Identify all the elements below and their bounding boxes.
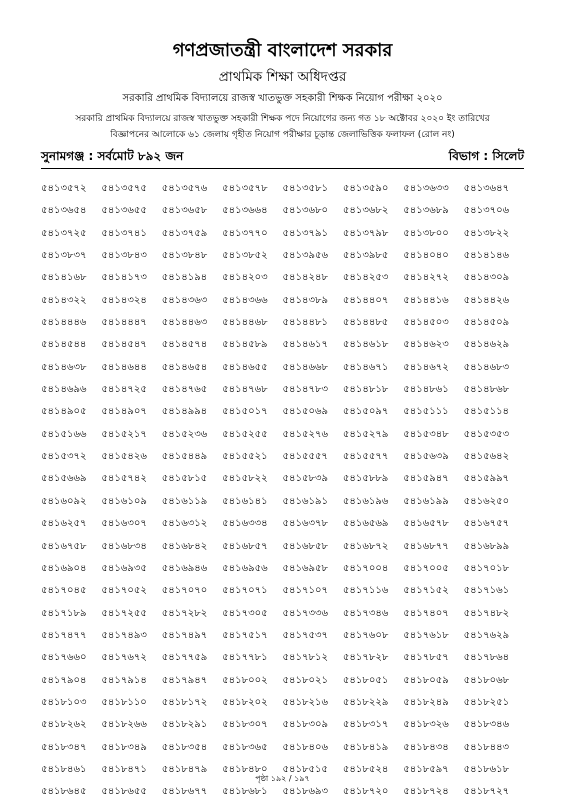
roll-number: ৫৪১৭০৭১ bbox=[222, 585, 268, 597]
roll-number: ৫৪১৬১৯৬ bbox=[342, 495, 389, 507]
roll-number: ৫৪১৭১০৭ bbox=[282, 585, 328, 597]
roll-number: ৫৪১৮৬৮১ bbox=[222, 786, 268, 798]
roll-number: ৫৪১৩৭২৫ bbox=[41, 227, 87, 239]
roll-number: ৫৪১৮৪৮০ bbox=[222, 763, 268, 775]
notice-line-2: বিজ্ঞাপনের আলোকে ৬১ জেলায় গৃহীত নিয়োগ পরীক্ষার চূড়ান্ত জেলাভিত্তিক ফলাফল (রোল নং) bbox=[110, 130, 455, 140]
division-label: বিভাগ : সিলেট bbox=[448, 149, 524, 163]
roll-number: ৫৪১৪৪৬৩ bbox=[161, 317, 208, 329]
roll-number: ৫৪১৪৬৯৬ bbox=[41, 384, 87, 396]
roll-number: ৫৪১৬২৫৭ bbox=[41, 518, 87, 530]
page-number: পৃষ্ঠা ১৯২ / ১৯৭ bbox=[255, 774, 310, 783]
roll-number: ৫৪১৫৪২৬ bbox=[101, 451, 147, 463]
roll-number: ৫৪১৮৭২০ bbox=[342, 786, 389, 798]
roll-number: ৫৪১৪২৪৮ bbox=[282, 272, 328, 284]
roll-number: ৫৪১৬৮৫৭ bbox=[222, 540, 268, 552]
roll-number: ৫৪১৭৬৭২ bbox=[101, 652, 147, 664]
roll-number: ৫৪১৩৫৭৮ bbox=[222, 183, 268, 194]
roll-number: ৫৪১৪৪৪৭ bbox=[101, 317, 147, 329]
roll-number: ৫৪১৮৩৪৯ bbox=[101, 741, 147, 753]
roll-number: ৫৪১৫৫৭৭ bbox=[342, 451, 389, 463]
roll-number: ৫৪১৫০১৭ bbox=[222, 406, 268, 418]
roll-number: ৫৪১৮২৬৬ bbox=[101, 719, 147, 731]
roll-number: ৫৪১৬১৯১ bbox=[282, 495, 328, 507]
roll-number: ৫৪১৮০০২ bbox=[222, 674, 268, 686]
roll-number: ৫৪১৪২৭২ bbox=[403, 272, 449, 284]
roll-number: ৫৪১৪১৪৬ bbox=[463, 250, 510, 262]
roll-number: ৫৪১৮১৭২ bbox=[161, 696, 208, 708]
roll-row bbox=[41, 471, 524, 493]
roll-number: ৫৪১৪৪২৬ bbox=[463, 294, 510, 306]
roll-number: ৫৪১৭০০৪ bbox=[342, 562, 389, 574]
roll-number: ৫৪১৮৫৯৭ bbox=[403, 763, 449, 775]
roll-number: ৫৪১৭৪৯৩ bbox=[101, 629, 147, 641]
roll-number: ৫৪১৮৩১৭ bbox=[342, 719, 389, 731]
roll-number: ৫৪১৮২৯১ bbox=[161, 719, 208, 731]
roll-number: ৫৪১৭২৫৫ bbox=[101, 607, 147, 619]
roll-number: ৫৪১৪৩৬৩ bbox=[161, 294, 208, 306]
roll-number: ৫৪১৬৭৫৮ bbox=[41, 540, 87, 552]
roll-number: ৫৪১৮৬৭৭ bbox=[161, 786, 208, 798]
roll-number: ৫৪১৬৩৩৪ bbox=[222, 518, 268, 530]
roll-number: ৫৪১৭৯০৪ bbox=[41, 674, 87, 686]
roll-number: ৫৪১৭০১৮ bbox=[463, 562, 510, 574]
roll-number: ৫৪১৩৭০৬ bbox=[463, 205, 510, 217]
roll-number: ৫৪১৪৭৬৫ bbox=[161, 384, 208, 396]
roll-number: ৫৪১৭৫৩৭ bbox=[282, 629, 328, 641]
roll-number: ৫৪১৬৮৭২ bbox=[342, 540, 389, 552]
roll-number: ৫৪১৪৩০৯ bbox=[463, 272, 510, 284]
roll-number: ৫৪১৬১০৯ bbox=[101, 495, 147, 507]
roll-number: ৫৪১৩৫৯০ bbox=[342, 183, 389, 194]
roll-number: ৫৪১৪৩৬৬ bbox=[222, 294, 268, 306]
roll-number: ৫৪১৫৬৪২ bbox=[463, 451, 510, 463]
roll-number: ৫৪১৫৯৪৭ bbox=[403, 473, 449, 485]
roll-number: ৫৪১৩৬৮৯ bbox=[403, 205, 449, 217]
roll-row bbox=[41, 427, 524, 449]
roll-number: ৫৪১৮২০২ bbox=[222, 696, 268, 708]
roll-number: ৫৪১৬৯৩৫ bbox=[101, 562, 147, 574]
roll-number: ৫৪১৩৬৪৭ bbox=[463, 183, 510, 194]
roll-number: ৫৪১৪০৪০ bbox=[403, 250, 449, 262]
roll-number: ৫৪১৫২৩৬ bbox=[161, 428, 208, 440]
roll-number: ৫৪১৩৬৫৪ bbox=[41, 205, 87, 217]
roll-number: ৫৪১৮৪৬১ bbox=[41, 763, 87, 775]
roll-row bbox=[41, 539, 524, 561]
roll-number: ৫৪১৪২৫৩ bbox=[342, 272, 389, 284]
roll-number: ৫৪১৫২১৭ bbox=[101, 428, 147, 440]
roll-number: ৫৪১৭৩৪৬ bbox=[342, 607, 389, 619]
roll-number: ৫৪১৮৬৯৩ bbox=[282, 786, 328, 798]
roll-number: ৫৪১৩৮২২ bbox=[463, 227, 510, 239]
roll-number: ৫৪১৪১৭৩ bbox=[101, 272, 147, 284]
roll-number: ৫৪১৮৩২৬ bbox=[403, 719, 449, 731]
roll-number: ৫৪১৬৯৫৬ bbox=[222, 562, 268, 574]
roll-number: ৫৪১৩৭৪১ bbox=[101, 227, 147, 239]
roll-number: ৫৪১৫১১১ bbox=[403, 406, 449, 418]
roll-number: ৫৪১৩৮৪৩ bbox=[101, 250, 147, 262]
roll-number: ৫৪১৮১০৩ bbox=[41, 696, 87, 708]
roll-number: ৫৪১৩৭৯৮ bbox=[342, 227, 389, 239]
roll-row bbox=[41, 583, 524, 605]
roll-row bbox=[41, 606, 524, 628]
roll-number: ৫৪১৭৬১৮ bbox=[403, 629, 449, 641]
govt-title: গণপ্রজাতন্ত্রী বাংলাদেশ সরকার bbox=[172, 40, 393, 61]
roll-number: ৫৪১৩৭৯১ bbox=[282, 227, 328, 239]
roll-number: ৫৪১৮৪৪৩ bbox=[463, 741, 510, 753]
roll-number: ৫৪১৫১১৪ bbox=[463, 406, 510, 418]
roll-number: ৫৪১৮৬১৮ bbox=[463, 763, 510, 775]
roll-row bbox=[41, 337, 524, 359]
roll-number: ৫৪১৫২৭৬ bbox=[282, 428, 328, 440]
roll-number: ৫৪১৫৪৪৯ bbox=[161, 451, 208, 463]
roll-row bbox=[41, 516, 524, 538]
roll-number: ৫৪১৪৭৮৩ bbox=[282, 384, 328, 396]
roll-number: ৫৪১৩৬৫৫ bbox=[101, 205, 147, 217]
roll-number: ৫৪১৪২০৩ bbox=[222, 272, 268, 284]
roll-number: ৫৪১৩৮৫২ bbox=[222, 250, 268, 262]
roll-number: ৫৪১৫৫২১ bbox=[222, 451, 268, 463]
roll-number: ৫৪১৭৫১৭ bbox=[222, 629, 268, 641]
roll-number: ৫৪১৭৪৮২ bbox=[463, 607, 510, 619]
roll-number: ৫৪১৮২৬২ bbox=[41, 719, 87, 731]
roll-number: ৫৪১৮১১০ bbox=[101, 696, 147, 708]
roll-number: ৫৪১৪৮১৮ bbox=[342, 384, 389, 396]
roll-number: ৫৪১৭৮৫৭ bbox=[403, 652, 449, 664]
roll-number: ৫৪১৮৪০৬ bbox=[282, 741, 328, 753]
roll-number: ৫৪১৪৬১৭ bbox=[282, 339, 328, 351]
roll-number: ৫৪১৮৫২৪ bbox=[342, 763, 389, 775]
roll-number: ৫৪১৬৮৪২ bbox=[161, 540, 208, 552]
roll-number: ৫৪১৪৩২২ bbox=[41, 294, 87, 306]
roll-number: ৫৪১৪৮৬৮ bbox=[463, 384, 510, 396]
roll-number: ৫৪১৮৭২৭ bbox=[463, 786, 510, 798]
roll-number: ৫৪১৩৭৫৯ bbox=[161, 227, 208, 239]
roll-row bbox=[41, 181, 524, 203]
roll-number: ৫৪১৮২৪৯ bbox=[403, 696, 449, 708]
roll-number: ৫৪১৬০৯২ bbox=[41, 495, 87, 507]
header-divider bbox=[41, 168, 524, 169]
roll-number: ৫৪১৪৪৮৫ bbox=[342, 317, 389, 329]
roll-row bbox=[41, 561, 524, 583]
roll-number: ৫৪১৭১৬১ bbox=[463, 585, 510, 597]
roll-number: ৫৪১৪৬৩৮ bbox=[41, 361, 87, 373]
roll-number: ৫৪১৪৮৬১ bbox=[403, 384, 449, 396]
roll-number: ৫৪১৬৮৩৪ bbox=[101, 540, 147, 552]
roll-number: ৫৪১৩৬৫৮ bbox=[161, 205, 208, 217]
roll-number: ৫৪১৬৩৭৮ bbox=[282, 518, 328, 530]
roll-row bbox=[41, 784, 524, 806]
roll-number: ৫৪১৭০৪৫ bbox=[41, 585, 87, 597]
roll-number: ৫৪১৫৬৩৯ bbox=[403, 451, 449, 463]
roll-number: ৫৪১৪৪১৬ bbox=[403, 294, 449, 306]
roll-number: ৫৪১৮৬৫৫ bbox=[101, 786, 147, 798]
roll-number: ৫৪১৭৭৫৯ bbox=[161, 652, 208, 664]
roll-number: ৫৪১৪৭৬৮ bbox=[222, 384, 268, 396]
roll-number: ৫৪১৮২৫১ bbox=[463, 696, 510, 708]
roll-number: ৫৪১৩৮৩৭ bbox=[41, 250, 87, 262]
roll-row bbox=[41, 673, 524, 695]
roll-number: ৫৪১৬১১৯ bbox=[161, 495, 208, 507]
roll-number: ৫৪১৮৪৩৪ bbox=[403, 741, 449, 753]
roll-number: ৫৪১৫৩৫৩ bbox=[463, 428, 510, 440]
roll-number: ৫৪১৪৬৬৮ bbox=[282, 361, 328, 373]
roll-number: ৫৪১৪৪৪৬ bbox=[41, 317, 87, 329]
notice-line-1: সরকারি প্রাথমিক বিদ্যালয়ে রাজস্ব খাতভুক্ত সহকারী শিক্ষক পদে নিয়োগের জন্য গত ১৮ অক্টোবর ২০২০ ইং তারিখের bbox=[75, 114, 490, 124]
roll-row bbox=[41, 248, 524, 270]
roll-number: ৫৪১৪১৬৮ bbox=[41, 272, 87, 284]
roll-row bbox=[41, 382, 524, 404]
roll-number: ৫৪১৭০৫২ bbox=[101, 585, 147, 597]
roll-row bbox=[41, 740, 524, 762]
roll-number: ৫৪১৭৬২৯ bbox=[463, 629, 510, 641]
directorate-title: প্রাথমিক শিক্ষা অধিদপ্তর bbox=[218, 69, 347, 85]
roll-number: ৫৪১৭৮১২ bbox=[282, 652, 328, 664]
roll-number: ৫৪১৫৩৪৮ bbox=[403, 428, 449, 440]
roll-number: ৫৪১৮০৫১ bbox=[342, 674, 389, 686]
roll-number: ৫৪১৪৫৪৭ bbox=[101, 339, 147, 351]
roll-number: ৫৪১৩৮০০ bbox=[403, 227, 449, 239]
roll-number: ৫৪১৮৬৪৫ bbox=[41, 786, 87, 798]
roll-number: ৫৪১৪৬৭২ bbox=[403, 361, 449, 373]
roll-number: ৫৪১৭২৮২ bbox=[161, 607, 208, 619]
roll-number: ৫৪১৪৯৯৪ bbox=[161, 406, 208, 418]
roll-number: ৫৪১৩৫৭৫ bbox=[101, 183, 147, 194]
roll-number: ৫৪১৪৬২৯ bbox=[463, 339, 510, 351]
roll-number: ৫৪১৩৬৬৪ bbox=[222, 205, 268, 217]
roll-number: ৫৪১৫৭৪২ bbox=[101, 473, 147, 485]
roll-number: ৫৪১৮২২৯ bbox=[342, 696, 389, 708]
roll-number: ৫৪১৮৫১৫ bbox=[282, 763, 328, 775]
roll-number: ৫৪১৭৬০৮ bbox=[342, 629, 389, 641]
roll-number: ৫৪১৪৫৭৪ bbox=[161, 339, 208, 351]
roll-number: ৫৪১৭৩৩৬ bbox=[282, 607, 328, 619]
roll-number: ৫৪১৬৭৫৭ bbox=[463, 518, 510, 530]
roll-row bbox=[41, 360, 524, 382]
exam-title: সরকারি প্রাথমিক বিদ্যালয়ে রাজস্ব খাতভুক্ত সহকারী শিক্ষক নিয়োগ পরীক্ষা ২০২০ bbox=[122, 93, 443, 104]
roll-number: ৫৪১৪৬১৮ bbox=[342, 339, 389, 351]
roll-number: ৫৪১৭৪০৭ bbox=[403, 607, 449, 619]
roll-number: ৫৪১৭০৭০ bbox=[161, 585, 208, 597]
roll-number: ৫৪১৭৯৪৭ bbox=[161, 674, 208, 686]
roll-number: ৫৪১৬৯০৪ bbox=[41, 562, 87, 574]
roll-row bbox=[41, 628, 524, 650]
roll-number: ৫৪১৩৯৮৫ bbox=[342, 250, 389, 262]
roll-number: ৫৪১৭৮২৮ bbox=[342, 652, 389, 664]
roll-number: ৫৪১৩৬৩৩ bbox=[403, 183, 449, 194]
roll-number: ৫৪১৬৩১২ bbox=[161, 518, 208, 530]
roll-number: ৫৪১৩৫৭৬ bbox=[161, 183, 208, 194]
roll-number: ৫৪১৩৭৭০ bbox=[222, 227, 268, 239]
roll-row bbox=[41, 293, 524, 315]
roll-number: ৫৪১৫১৬৬ bbox=[41, 428, 87, 440]
roll-number: ৫৪১৬৫৬৯ bbox=[342, 518, 389, 530]
roll-number: ৫৪১৩৯৫৬ bbox=[282, 250, 328, 262]
roll-number: ৫৪১৮৪৭১ bbox=[101, 763, 147, 775]
roll-number: ৫৪১৬২৫০ bbox=[463, 495, 510, 507]
roll-number: ৫৪১৮৪৭৯ bbox=[161, 763, 208, 775]
roll-number: ৫৪১৭৬৬০ bbox=[41, 652, 87, 664]
roll-number: ৫৪১৪৪৮১ bbox=[282, 317, 328, 329]
roll-number: ৫৪১৬১৪১ bbox=[222, 495, 268, 507]
roll-row bbox=[41, 226, 524, 248]
roll-number: ৫৪১৪৪৬৮ bbox=[222, 317, 268, 329]
roll-number: ৫৪১৪৫৮৯ bbox=[222, 339, 268, 351]
roll-row bbox=[41, 203, 524, 225]
roll-number: ৫৪১৪৬২৩ bbox=[403, 339, 449, 351]
roll-number: ৫৪১৫৫৫৭ bbox=[282, 451, 328, 463]
roll-number: ৫৪১৮০২১ bbox=[282, 674, 328, 686]
roll-number: ৫৪১৬৯৪৬ bbox=[161, 562, 208, 574]
roll-number: ৫৪১৫০৯৭ bbox=[342, 406, 389, 418]
roll-number: ৫৪১৮৩৪৭ bbox=[41, 741, 87, 753]
roll-number: ৫৪১৪৯০৫ bbox=[41, 406, 87, 418]
roll-number: ৫৪১৪৬৫৪ bbox=[161, 361, 208, 373]
roll-number: ৫৪১৭৭৮১ bbox=[222, 652, 268, 664]
roll-number: ৫৪১৪৫৪৪ bbox=[41, 339, 87, 351]
roll-number: ৫৪১৭১৫২ bbox=[403, 585, 449, 597]
roll-number-grid bbox=[41, 181, 524, 807]
roll-number: ৫৪১৩৬৮০ bbox=[282, 205, 328, 217]
district-summary: সুনামগঞ্জ : সর্বমোট ৮৯২ জন bbox=[41, 149, 184, 163]
roll-number: ৫৪১৭১১৬ bbox=[342, 585, 389, 597]
roll-number: ৫৪১৪৬৮৩ bbox=[463, 361, 510, 373]
roll-number: ৫৪১৪৩৮৯ bbox=[282, 294, 328, 306]
roll-number: ৫৪১৫৮২২ bbox=[222, 473, 268, 485]
roll-row bbox=[41, 695, 524, 717]
roll-number: ৫৪১৬৩০৭ bbox=[101, 518, 147, 530]
roll-number: ৫৪১৪৬৪৪ bbox=[101, 361, 147, 373]
roll-number: ৫৪১৭৩০৫ bbox=[222, 607, 268, 619]
roll-number: ৫৪১৩৫৭২ bbox=[41, 183, 87, 194]
roll-number: ৫৪১৬৯৫৮ bbox=[282, 562, 328, 574]
roll-row bbox=[41, 717, 524, 739]
roll-number: ৫৪১৫০৬৯ bbox=[282, 406, 328, 418]
roll-number: ৫৪১৪৬৭১ bbox=[342, 361, 389, 373]
roll-number: ৫৪১৪৩২৪ bbox=[101, 294, 147, 306]
roll-number: ৫৪১৮২১৬ bbox=[282, 696, 328, 708]
roll-number: ৫৪১৭৮৬৪ bbox=[463, 652, 510, 664]
roll-number: ৫৪১৬৮৭৭ bbox=[403, 540, 449, 552]
roll-number: ৫৪১৭০০৫ bbox=[403, 562, 449, 574]
roll-number: ৫৪১৬৫৭৮ bbox=[403, 518, 449, 530]
roll-row bbox=[41, 270, 524, 292]
roll-number: ৫৪১৪৭২৫ bbox=[101, 384, 147, 396]
roll-number: ৫৪১৪৬৫৫ bbox=[222, 361, 268, 373]
roll-number: ৫৪১৫৯৯৭ bbox=[463, 473, 510, 485]
roll-number: ৫৪১৩৫৮১ bbox=[282, 183, 328, 194]
roll-number: ৫৪১৮০৬৮ bbox=[463, 674, 510, 686]
roll-number: ৫৪১৫২৭৯ bbox=[342, 428, 389, 440]
roll-number: ৫৪১৫৮১৫ bbox=[161, 473, 208, 485]
roll-row bbox=[41, 650, 524, 672]
roll-number: ৫৪১৭৯১৪ bbox=[101, 674, 147, 686]
roll-number: ৫৪১৫৮৩৯ bbox=[282, 473, 328, 485]
roll-number: ৫৪১৩৬৮২ bbox=[342, 205, 389, 217]
roll-number: ৫৪১৩৮৪৮ bbox=[161, 250, 208, 262]
roll-number: ৫৪১৮৪১৯ bbox=[342, 741, 389, 753]
roll-number: ৫৪১৫৬৬৯ bbox=[41, 473, 87, 485]
roll-number: ৫৪১৭৪৭৭ bbox=[41, 629, 87, 641]
roll-number: ৫৪১৮৩০৭ bbox=[222, 719, 268, 731]
roll-number: ৫৪১৬৮৯৯ bbox=[463, 540, 510, 552]
roll-number: ৫৪১৫৮৮৯ bbox=[342, 473, 389, 485]
roll-row bbox=[41, 404, 524, 426]
roll-number: ৫৪১৭৪৯৭ bbox=[161, 629, 208, 641]
roll-number: ৫৪১৮৭২৪ bbox=[403, 786, 449, 798]
roll-number: ৫৪১৬৮৫৮ bbox=[282, 540, 328, 552]
roll-row bbox=[41, 449, 524, 471]
roll-number: ৫৪১৪৯০৭ bbox=[101, 406, 147, 418]
roll-number: ৫৪১৫২৫৫ bbox=[222, 428, 268, 440]
roll-number: ৫৪১৮৩৬৫ bbox=[222, 741, 268, 753]
roll-number: ৫৪১৮৩০৯ bbox=[282, 719, 328, 731]
roll-number: ৫৪১৪১৯৪ bbox=[161, 272, 208, 284]
roll-row bbox=[41, 315, 524, 337]
roll-number: ৫৪১৮৩৪৬ bbox=[463, 719, 510, 731]
roll-number: ৫৪১৮৩৫৪ bbox=[161, 741, 208, 753]
roll-number: ৫৪১৭১৮৯ bbox=[41, 607, 87, 619]
roll-number: ৫৪১৪৫০৯ bbox=[463, 317, 510, 329]
roll-number: ৫৪১৬১৯৯ bbox=[403, 495, 449, 507]
roll-row bbox=[41, 494, 524, 516]
roll-number: ৫৪১৮০৫৯ bbox=[403, 674, 449, 686]
roll-number: ৫৪১৪৫০৩ bbox=[403, 317, 449, 329]
roll-number: ৫৪১৫৩৭২ bbox=[41, 451, 87, 463]
roll-number: ৫৪১৪৪০৭ bbox=[342, 294, 389, 306]
